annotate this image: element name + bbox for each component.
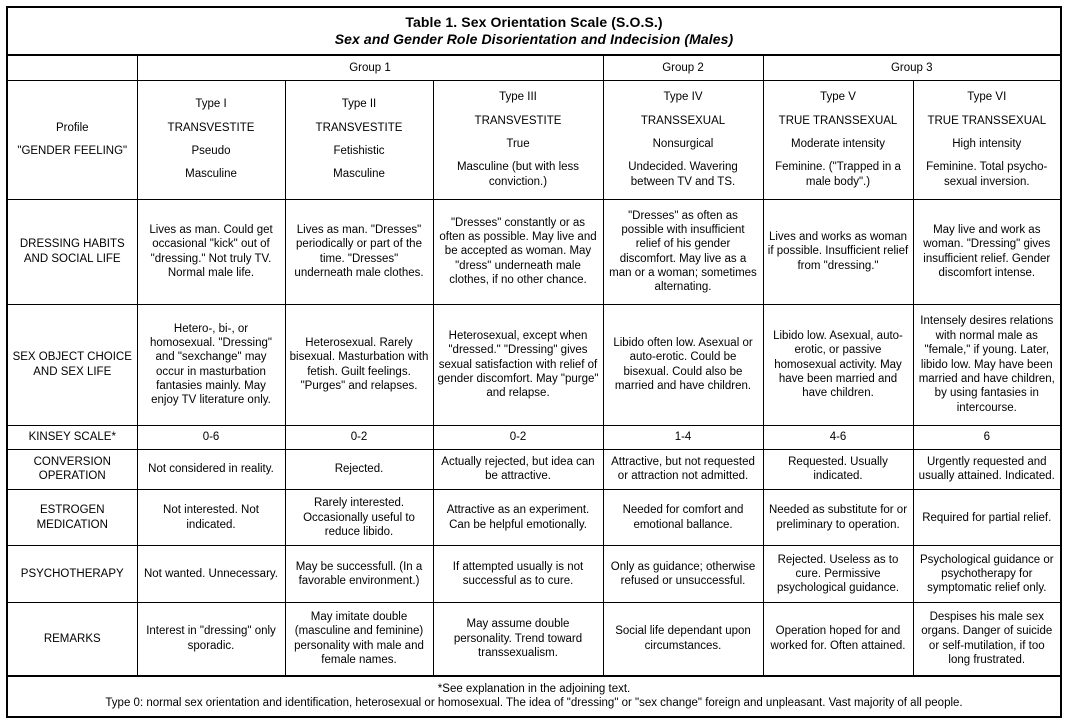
- row-label: REMARKS: [7, 602, 137, 675]
- row-cell: 1-4: [603, 425, 763, 449]
- row-cell: Actually rejected, but idea can be attractive.: [433, 449, 603, 489]
- profile-label-line-2: "GENDER FEELING": [17, 145, 128, 158]
- profile-cell-type-6: [913, 80, 1061, 199]
- profile-detail: Masculine: [185, 168, 237, 181]
- row-cell: Needed as substitute for or preliminary to operation.: [763, 490, 913, 546]
- row-cell: "Dresses" as often as possible with insufficient relief of his gender discomfort. May live as a man or a woman; sometimes alternating.: [603, 199, 763, 304]
- profile-detail: Masculine (but with less conviction.): [456, 161, 580, 188]
- row-cell: Requested. Usually indicated.: [763, 449, 913, 489]
- row-cell: Lives as man. Could get occasional "kick" out of "dressing." Not truly TV. Normal male life.: [137, 199, 285, 304]
- row-cell: Required for partial relief.: [913, 490, 1061, 546]
- row-cell: Urgently requested and usually attained. Indicated.: [913, 449, 1061, 489]
- row-cell: Lives and works as woman if possible. Insufficient relief from "dressing.": [763, 199, 913, 304]
- profile-qualifier: High intensity: [952, 137, 1022, 150]
- row-cell: Needed for comfort and emotional ballance.: [603, 490, 763, 546]
- table-title-line-1: Table 1. Sex Orientation Scale (S.O.S.): [405, 13, 663, 30]
- profile-qualifier: Pseudo: [191, 145, 231, 158]
- profile-row-label: [7, 80, 137, 199]
- row-cell: Libido low. Asexual, auto-erotic, or passive homosexual activity. May have been married and have children.: [763, 304, 913, 425]
- row-cell: Rejected.: [285, 449, 433, 489]
- row-cell: "Dresses" constantly or as often as possible. May live and be accepted as woman. May "dress" underneath male clothes, if no other chance.: [433, 199, 603, 304]
- row-cell: Hetero-, bi-, or homosexual. "Dressing" and "sexchange" may occur in masturbation fantasies mainly. May enjoy TV literature only.: [137, 304, 285, 425]
- row-cell: 0-6: [137, 425, 285, 449]
- profile-type: Type I: [195, 98, 227, 111]
- row-label: DRESSING HABITS AND SOCIAL LIFE: [7, 199, 137, 304]
- footnote-line-1: *See explanation in the adjoining text.: [437, 682, 631, 695]
- footnote-line-2: Type 0: normal sex orientation and identification, heterosexual or homosexual. The idea of "dressing" or "sex change" foreign and unpleasant. Vast majority of all people.: [105, 697, 963, 710]
- row-cell: Heterosexual, except when "dressed." "Dressing" gives sexual satisfaction with relief of gender discomfort. May "purge" and relapse.: [433, 304, 603, 425]
- profile-row: [7, 80, 1061, 199]
- row-label: ESTROGEN MEDICATION: [7, 490, 137, 546]
- row-cell: 4-6: [763, 425, 913, 449]
- row-cell: 6: [913, 425, 1061, 449]
- row-cell: Attractive, but not requested or attraction not admitted.: [603, 449, 763, 489]
- table-title-row: [7, 7, 1061, 55]
- row-cell: Psychological guidance or psychotherapy for symptomatic relief only.: [913, 546, 1061, 602]
- row-cell: Intensely desires relations with normal male as "female," if young. Later, libido low. May have been married and have children, by using fantasies in intercourse.: [913, 304, 1061, 425]
- profile-type: Type VI: [967, 91, 1007, 104]
- profile-category: TRUE TRANSSEXUAL: [927, 114, 1047, 127]
- profile-label-line-1: Profile: [55, 121, 89, 134]
- table-row: [7, 199, 1061, 304]
- table-row: [7, 425, 1061, 449]
- profile-type: Type II: [341, 98, 377, 111]
- row-label: SEX OBJECT CHOICE AND SEX LIFE: [7, 304, 137, 425]
- table-row: [7, 490, 1061, 546]
- row-cell: Libido often low. Asexual or auto-erotic. Could be bisexual. Could also be married and have children.: [603, 304, 763, 425]
- profile-detail: Feminine. Total psycho-sexual inversion.: [926, 161, 1048, 188]
- footnote-row: [7, 676, 1061, 717]
- profile-cell-type-5: [763, 80, 913, 199]
- profile-qualifier: Nonsurgical: [652, 137, 714, 150]
- profile-detail: Feminine. ("Trapped in a male body".): [775, 161, 901, 188]
- sex-orientation-scale-table: [6, 6, 1062, 718]
- table-title-cell: [7, 7, 1061, 55]
- row-cell: May live and work as woman. "Dressing" gives insufficient relief. Gender discomfort intense.: [913, 199, 1061, 304]
- profile-type: Type IV: [663, 91, 703, 104]
- profile-cell-type-2: [285, 80, 433, 199]
- row-cell: Operation hoped for and worked for. Often attained.: [763, 602, 913, 675]
- profile-type: Type V: [820, 91, 856, 104]
- row-cell: Rejected. Useless as to cure. Permissive psychological guidance.: [763, 546, 913, 602]
- row-cell: Social life dependant upon circumstances.: [603, 602, 763, 675]
- group-header-row: [7, 55, 1061, 80]
- row-cell: If attempted usually is not successful as to cure.: [433, 546, 603, 602]
- group-header-group-3: Group 3: [763, 55, 1061, 80]
- row-cell: Rarely interested. Occasionally useful to reduce libido.: [285, 490, 433, 546]
- row-cell: May be successfull. (In a favorable environment.): [285, 546, 433, 602]
- profile-category: TRANSVESTITE: [315, 121, 403, 134]
- profile-cell-type-1: [137, 80, 285, 199]
- table-row: [7, 546, 1061, 602]
- table-row: [7, 449, 1061, 489]
- table-row: [7, 602, 1061, 675]
- group-header-group-1: Group 1: [137, 55, 603, 80]
- profile-detail: Masculine: [333, 168, 385, 181]
- row-cell: 0-2: [285, 425, 433, 449]
- profile-qualifier: Moderate intensity: [791, 137, 885, 150]
- row-cell: Despises his male sex organs. Danger of suicide or self-mutilation, if too long frustrated.: [913, 602, 1061, 675]
- footnote-cell: [7, 676, 1061, 717]
- row-cell: Not considered in reality.: [137, 449, 285, 489]
- profile-cell-type-4: [603, 80, 763, 199]
- group-header-corner: [7, 55, 137, 80]
- row-cell: Not interested. Not indicated.: [137, 490, 285, 546]
- row-label: CONVERSION OPERATION: [7, 449, 137, 489]
- row-cell: Only as guidance; otherwise refused or unsuccessful.: [603, 546, 763, 602]
- row-cell: May imitate double (masculine and feminine) personality with male and female names.: [285, 602, 433, 675]
- row-cell: May assume double personality. Trend toward transsexualism.: [433, 602, 603, 675]
- table-row: [7, 304, 1061, 425]
- profile-detail: Undecided. Wavering between TV and TS.: [628, 161, 738, 188]
- profile-qualifier: Fetishistic: [333, 145, 385, 158]
- row-label: KINSEY SCALE*: [7, 425, 137, 449]
- row-cell: 0-2: [433, 425, 603, 449]
- table-title-line-2: Sex and Gender Role Disorientation and Indecision (Males): [334, 31, 734, 48]
- row-cell: Interest in "dressing" only sporadic.: [137, 602, 285, 675]
- row-cell: Lives as man. "Dresses" periodically or part of the time. "Dresses" underneath male clothes.: [285, 199, 433, 304]
- profile-category: TRANSVESTITE: [474, 114, 562, 127]
- profile-cell-type-3: [433, 80, 603, 199]
- profile-category: TRANSVESTITE: [167, 121, 255, 134]
- profile-qualifier: True: [506, 137, 530, 150]
- profile-category: TRANSSEXUAL: [640, 114, 726, 127]
- row-cell: Not wanted. Unnecessary.: [137, 546, 285, 602]
- row-cell: Attractive as an experiment. Can be helpful emotionally.: [433, 490, 603, 546]
- row-cell: Heterosexual. Rarely bisexual. Masturbation with fetish. Guilt feelings. "Purges" and relapses.: [285, 304, 433, 425]
- group-header-group-2: Group 2: [603, 55, 763, 80]
- profile-type: Type III: [499, 91, 537, 104]
- profile-category: TRUE TRANSSEXUAL: [778, 114, 898, 127]
- row-label: PSYCHOTHERAPY: [7, 546, 137, 602]
